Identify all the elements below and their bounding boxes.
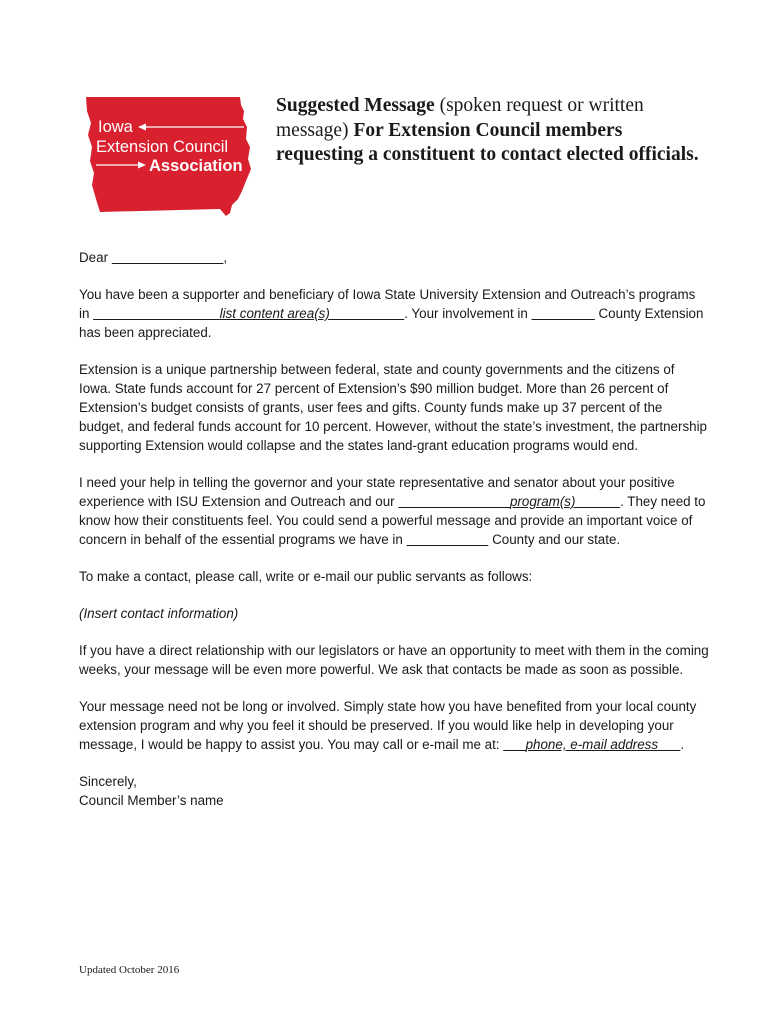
county-blank <box>532 306 595 321</box>
p1-blank-post <box>330 306 404 321</box>
heading-subtitle: (spoken request or written message) <box>276 95 644 141</box>
document-heading <box>276 94 706 168</box>
p1-blank-pre <box>93 306 220 321</box>
paragraph-6: If you have a direct relationship with our legislators or have an opportunity to meet with them in the coming weeks, your message will be even more powerful. We ask that contacts be made as soon as possible. <box>79 643 709 677</box>
salutation-text: Dear <box>79 250 112 265</box>
heading-purpose: For Extension Council members requesting a constituent to contact elected officials. <box>276 119 699 165</box>
paragraph-7 <box>79 697 709 754</box>
paragraph-2: Extension is a unique partnership between federal, state and county governments and the citizens of Iowa. State funds account for 27 percent of Extension’s $90 million budget. More than 26 percent of Extension’s budget consists of grants, user fees and gifts. County funds make up 37 percent of the budget, and federal funds account for 10 percent. However, without the state’s investment, the partnership supporting Extension would collapse and the states land-grant education programs would end. <box>79 362 708 453</box>
letter-body <box>79 248 709 828</box>
salutation <box>79 248 709 267</box>
recipient-name-blank <box>112 250 224 265</box>
paragraph-1 <box>79 285 709 342</box>
heading-title: Suggested Message <box>276 95 435 116</box>
paragraph-4: To make a contact, please call, write or e-mail our public servants as follows: <box>79 569 533 584</box>
p1-text-c: County Extension has been appreciated. <box>79 306 704 340</box>
logo-line-extension-council: Extension Council <box>96 138 229 156</box>
p7-text-b: . <box>680 737 685 752</box>
signature-line: Council Member’s name <box>79 793 224 808</box>
p3-text-a: I need your help in telling the governor and your state representative and senator about your positive experience with ISU Extension and Outreach and our <box>79 475 675 509</box>
logo-line-iowa: Iowa <box>98 118 133 136</box>
iowa-extension-council-logo <box>80 95 252 217</box>
iowa-state-shape-icon <box>80 95 252 217</box>
p3-blank-pre <box>398 494 510 509</box>
p7-blank-post <box>658 737 680 752</box>
p3-text-b: . They need to know how their constituents feel. You could send a powerful message and provide an important voice of concern in behalf of the essential programs we have in <box>79 494 706 547</box>
p7-text-a: Your message need not be long or involved. Simply state how you have benefited from your local county extension program and why you feel it should be preserved. If you would like help in developing your message, I would be happy to assist you. You may call or e-mail me at: <box>79 699 697 752</box>
logo-line-association: Association <box>149 157 243 175</box>
p3-blank-post <box>575 494 620 509</box>
contact-info-placeholder: (Insert contact information) <box>79 606 239 621</box>
salutation-comma: , <box>223 250 228 265</box>
county-blank-2 <box>407 532 489 547</box>
updated-date-footer: Updated October 2016 <box>79 964 180 976</box>
phone-email-field: phone, e-mail address <box>525 737 659 752</box>
closing: Sincerely, <box>79 774 137 789</box>
p7-blank-pre <box>503 737 525 752</box>
content-area-field: list content area(s) <box>219 306 330 321</box>
paragraph-3 <box>79 473 709 549</box>
p1-text-a: You have been a supporter and beneficiary of Iowa State University Extension and Outreach’s programs in <box>79 287 696 321</box>
p1-text-b: . Your involvement in <box>404 306 532 321</box>
p3-text-c: County and our state. <box>488 532 621 547</box>
programs-field: program(s) <box>509 494 576 509</box>
